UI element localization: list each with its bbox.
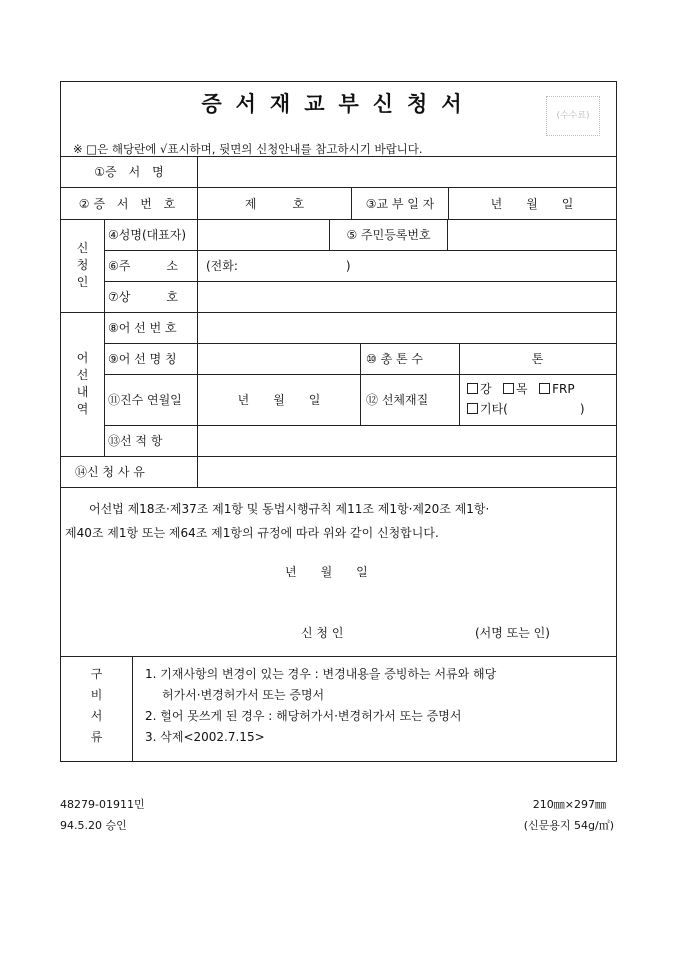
cert-no-label: ②증 서 번 호 — [78, 196, 180, 211]
form-number: 48279-01911민 — [60, 798, 145, 811]
checkbox-icon — [503, 383, 514, 394]
reissue-date-label: ③교 부 일 자 — [365, 196, 435, 211]
fee-stamp-area: (수수료) — [546, 96, 600, 136]
launch-date-field[interactable]: 년 월 일 — [237, 393, 321, 407]
hull-option-wood[interactable]: 목 — [503, 382, 528, 396]
name-field[interactable] — [198, 219, 329, 250]
instruction-note: ※ □은 해당란에 √표시하며, 뒷면의 신청안내를 참고하시기 바랍니다. — [73, 142, 423, 156]
paper-size: 210㎜×297㎜ — [532, 798, 606, 811]
hull-option-other[interactable]: 기타( ) — [467, 399, 613, 419]
tonnage-field[interactable]: 톤 — [531, 352, 544, 366]
name-label: ④성명(대표자) — [108, 228, 187, 242]
vessel-name-field[interactable] — [198, 343, 360, 374]
tonnage-label: ⑩ 총 톤 수 — [366, 352, 423, 366]
declaration-line-2: 제40조 제1항 또는 제64조 제1항의 규정에 따라 위와 같이 신청합니다. — [65, 526, 439, 540]
hull-material-label: ⑫ 선체재질 — [366, 393, 429, 407]
application-form — [60, 81, 617, 762]
paper-type: (신문용지 54g/㎡) — [523, 819, 614, 832]
doc-item-1: 1. 기재사항의 변경이 있는 경우 : 변경내용을 증빙하는 서류와 해당 — [145, 667, 497, 681]
applicant-sign-label: 신 청 인 — [301, 625, 344, 640]
checkbox-icon — [467, 383, 478, 394]
declaration-line-1: 어선법 제18조·제37조 제1항 및 동법시행규칙 제11조 제1항·제20조 제1항· — [89, 502, 490, 516]
hull-option-frp[interactable]: FRP — [539, 382, 574, 396]
resident-no-label: ⑤ 주민등록번호 — [346, 228, 431, 242]
address-label: ⑥주 소 — [108, 259, 178, 273]
form-title: 증서재교부신청서 — [201, 91, 476, 116]
cert-name-label: ①증 서 명 — [94, 165, 164, 179]
reason-label: ⑭신 청 사 유 — [75, 465, 145, 479]
address-field[interactable]: (전화: ) — [206, 259, 351, 273]
checkbox-icon — [467, 403, 478, 414]
approval-date: 94.5.20 승인 — [60, 819, 127, 832]
doc-item-1-cont: 허가서·변경허가서 또는 증명서 — [162, 688, 325, 702]
vessel-no-label: ⑧어 선 번 호 — [108, 321, 177, 335]
trade-name-field[interactable] — [198, 281, 615, 312]
checkbox-icon — [539, 383, 550, 394]
homeport-field[interactable] — [198, 425, 615, 456]
vessel-name-label: ⑨어 선 명 칭 — [108, 352, 177, 366]
vessel-no-field[interactable] — [198, 312, 615, 343]
required-docs-list — [145, 664, 610, 748]
cert-name-field[interactable] — [198, 156, 615, 187]
hull-option-steel[interactable]: 강 — [467, 382, 492, 396]
vessel-group-label: 어선내역 — [76, 351, 89, 416]
resident-no-field[interactable] — [448, 219, 615, 250]
trade-name-label: ⑦상 호 — [108, 290, 178, 304]
cert-no-field[interactable]: 제 호 — [244, 196, 305, 211]
doc-item-3: 3. 삭제<2002.7.15> — [145, 730, 265, 744]
reason-field[interactable] — [198, 456, 615, 487]
hull-material-options — [467, 379, 613, 419]
declaration-date: 년 월 일 — [285, 564, 368, 579]
required-docs-label: 구 비 서 류 — [90, 667, 103, 744]
signature-field[interactable]: (서명 또는 인) — [475, 625, 550, 640]
homeport-label: ⑬선 적 항 — [108, 434, 163, 448]
doc-item-2: 2. 헐어 못쓰게 된 경우 : 해당허가서·변경허가서 또는 증명서 — [145, 709, 462, 723]
reissue-date-field[interactable]: 년 월 일 — [490, 196, 574, 211]
applicant-group-label: 신청인 — [76, 241, 89, 289]
launch-date-label: ⑪진수 연월일 — [108, 393, 182, 407]
